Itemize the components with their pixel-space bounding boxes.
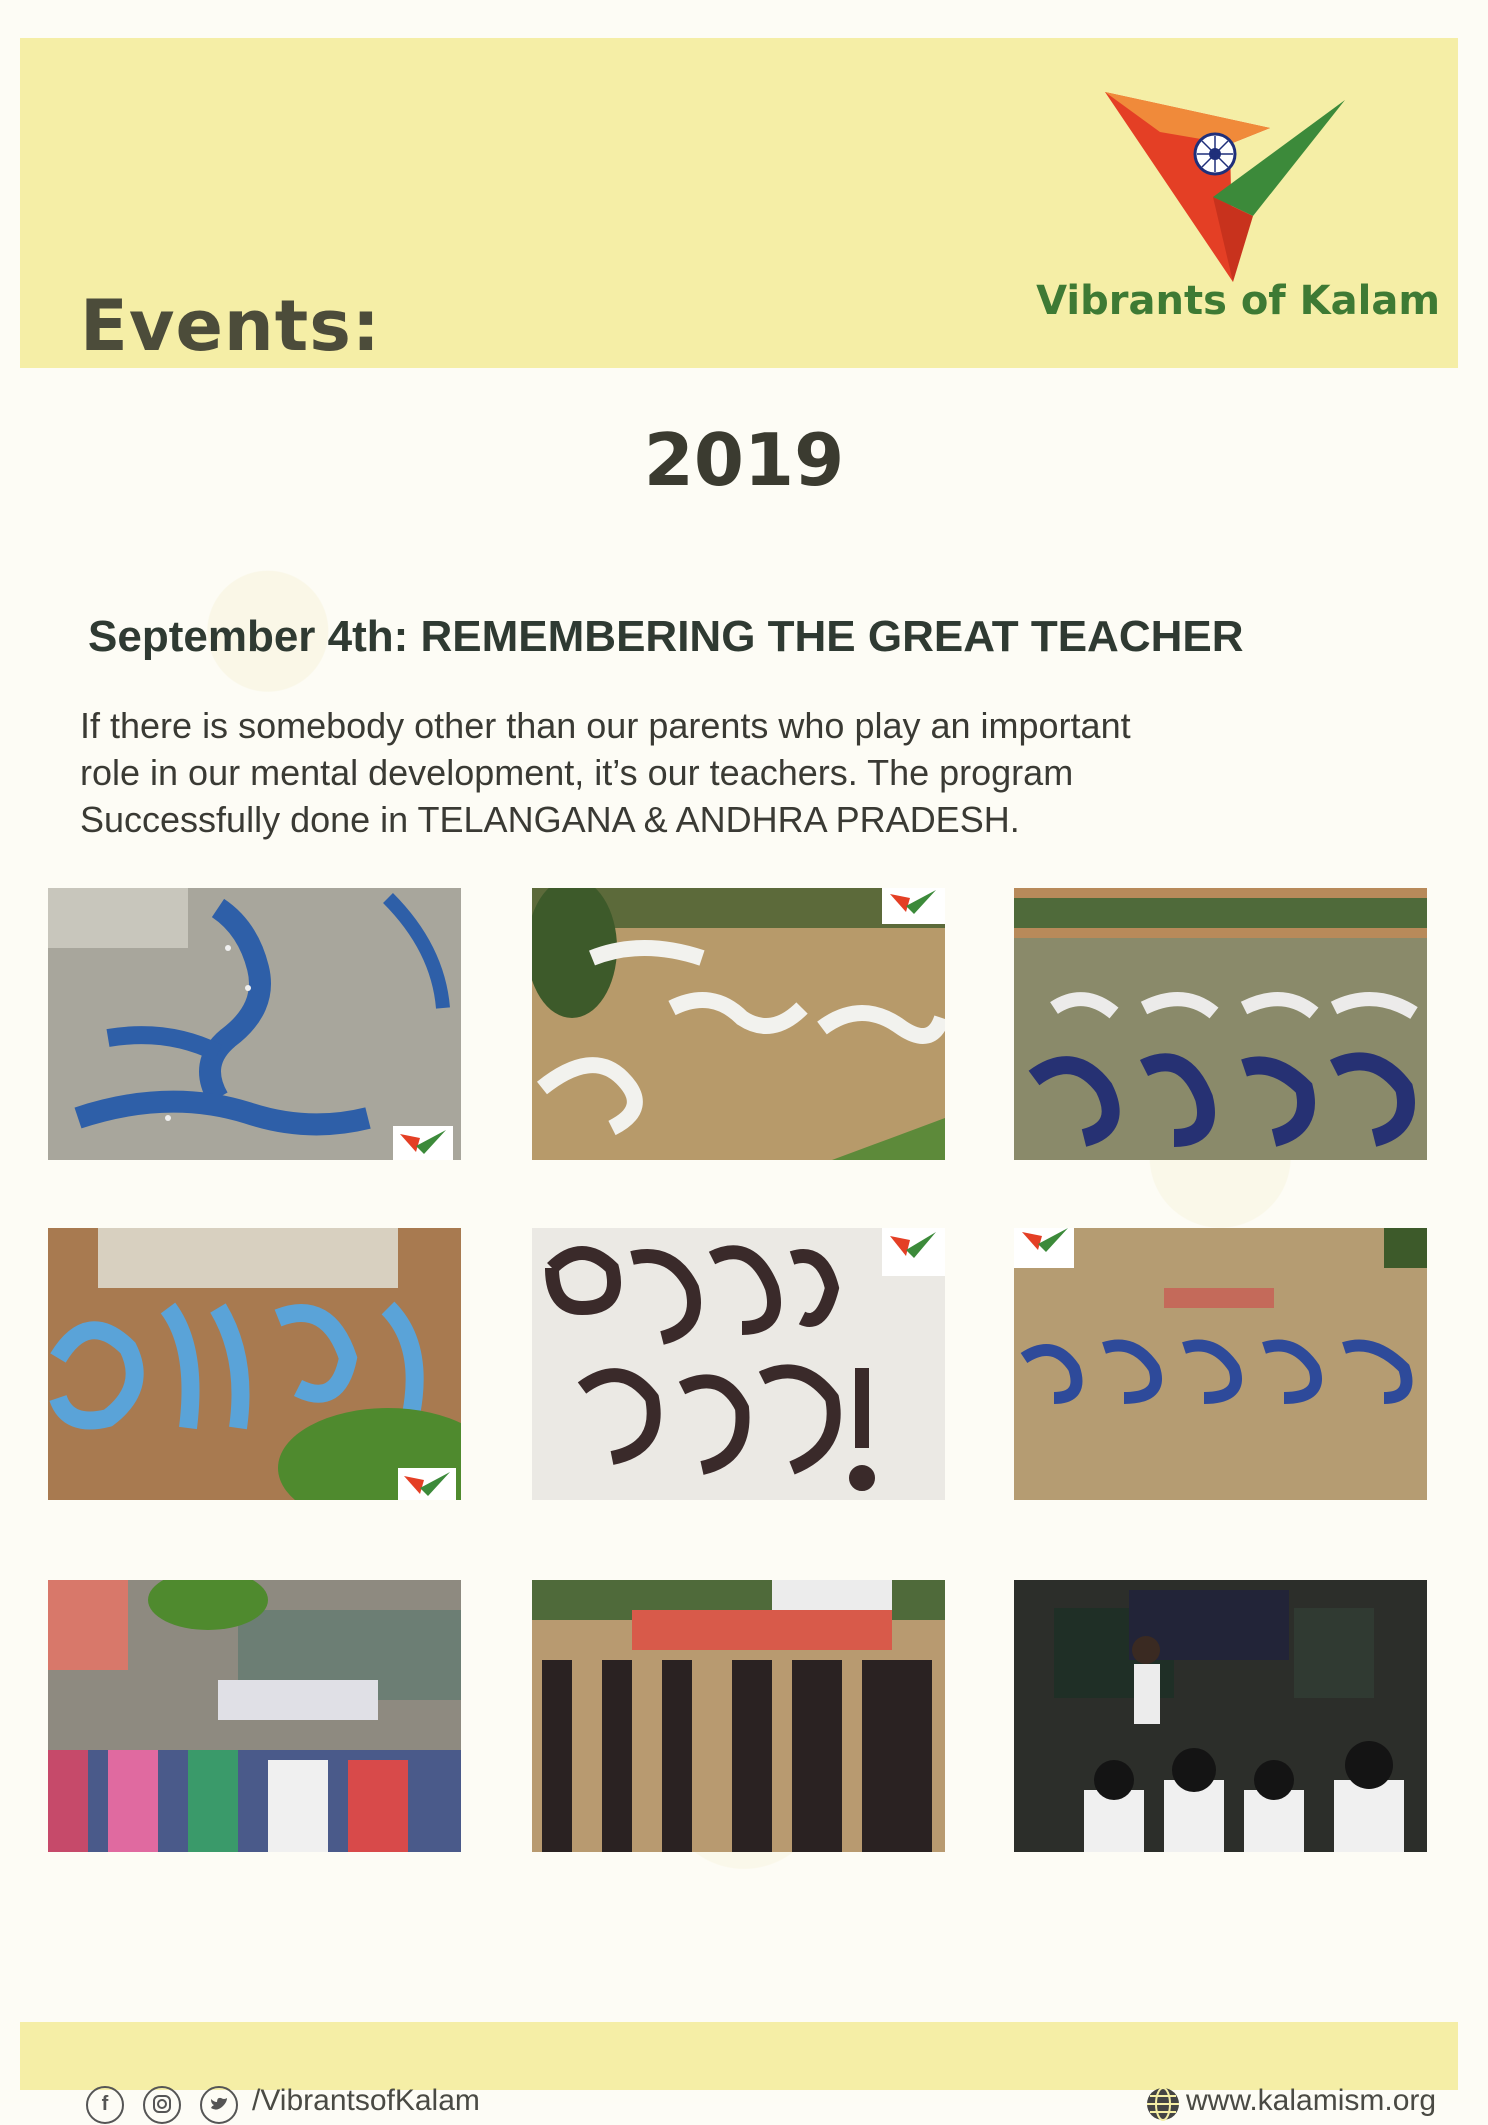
twitter-icon[interactable] [200, 2086, 238, 2124]
event-photo-1 [48, 888, 461, 1160]
event-photo-8 [532, 1580, 945, 1852]
event-description [80, 702, 1380, 843]
facebook-icon[interactable]: f [86, 2086, 124, 2124]
event-description-line: If there is somebody other than our parents who play an important [80, 705, 1131, 746]
event-description-line: Successfully done in TELANGANA & ANDHRA PRADESH. [80, 799, 1020, 840]
event-photo-7 [48, 1580, 461, 1852]
event-photo-4 [48, 1228, 461, 1500]
instagram-icon[interactable] [143, 2086, 181, 2124]
section-title: Events: [80, 285, 381, 367]
event-photo-5 [532, 1228, 945, 1500]
globe-icon [1145, 2086, 1181, 2122]
website-link[interactable]: www.kalamism.org [1186, 2084, 1437, 2117]
brand-name: Vibrants of Kalam [1036, 278, 1440, 324]
vibrants-of-kalam-logo-icon [1105, 92, 1345, 282]
footer-band [20, 2022, 1458, 2090]
event-photo-6 [1014, 1228, 1427, 1500]
event-heading: September 4th: REMEMBERING THE GREAT TEACHER [88, 612, 1244, 661]
social-handle-link[interactable]: /VibrantsofKalam [252, 2084, 480, 2117]
year-heading: 2019 [643, 418, 845, 502]
event-photo-3 [1014, 888, 1427, 1160]
event-photo-9 [1014, 1580, 1427, 1852]
event-description-line: role in our mental development, it’s our teachers. The program [80, 752, 1074, 793]
event-photo-2 [532, 888, 945, 1160]
